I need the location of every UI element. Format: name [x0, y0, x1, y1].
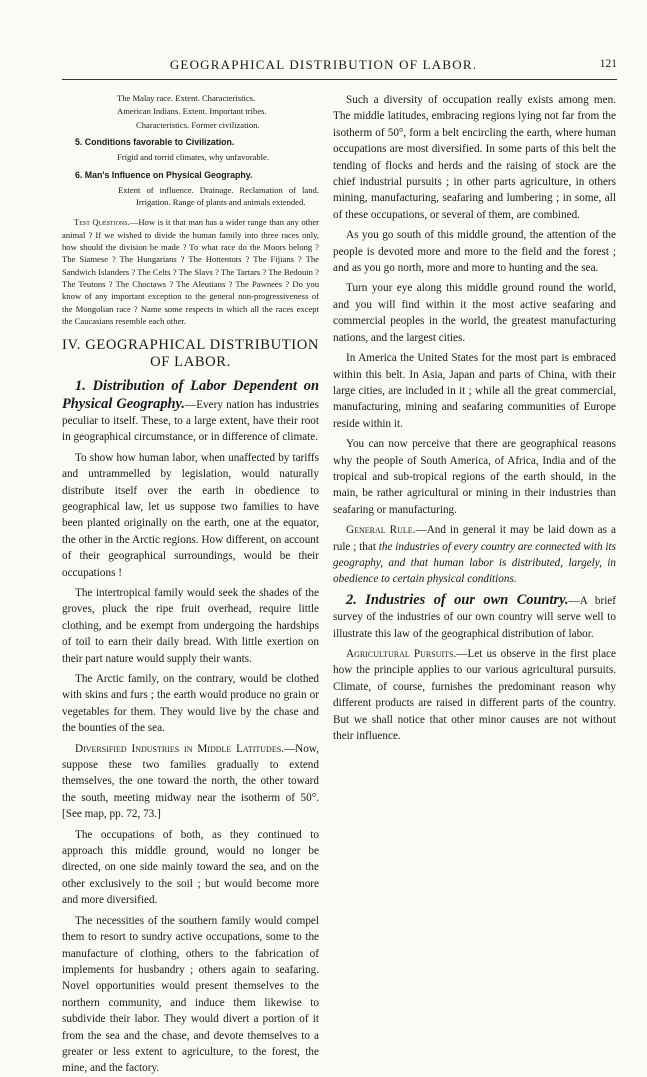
paragraph-text: —And in general it may be laid down as a rule ; that [333, 524, 616, 553]
paragraph-text: —Now, suppose these two families gradually to extend themselves, the one toward the north, the other toward the south, meeting midway near the isotherm of 50°. [See map, pp. 72, 73.] [62, 742, 319, 821]
paragraph: In America the United States for the most part is embraced within this belt. In Asia, Japan and parts of China, with their large cities, are included in it ; while all the great commercial, manufacturing, mining and seafaring communities of Europe reside within it. [333, 352, 616, 430]
paragraph-label: General Rule. [346, 524, 416, 537]
outline-section-title: 5. Conditions favorable to Civilization. [75, 137, 235, 148]
test-questions-label: Test Questions. [74, 217, 130, 228]
paragraph-text: —Let us observe in the first place how the principle applies to our various agricultural pursuits. Climate, of course, furnishes the predominant reason why different products are raised in different parts of the country. But we shall notice that other minor causes are not without their influence. [333, 648, 616, 743]
outline-line: The Malay race. Extent. Characteristics. [117, 93, 256, 103]
paragraph [333, 522, 616, 588]
header-rule [62, 79, 617, 80]
outline-line: American Indians. Extent. Important tribes. [117, 106, 267, 117]
paragraph: The occupations of both, as they continued to approach this middle ground, would no longer be directed, on one side mainly toward the sea, and on the other exclusively to the soil ; but would become more and more diversified. [62, 828, 319, 907]
running-title: GEOGRAPHICAL DISTRIBUTION OF LABOR. [169, 57, 478, 72]
paragraph-italic: the industries of every country are connected with its geography, and that human labor is distributed, largely, in obedience to certain physical conditions. [333, 540, 617, 586]
right-column [333, 92, 616, 748]
chapter-heading: IV. GEOGRAPHICAL DISTRIBUTION OF LABOR. [62, 337, 319, 371]
section-2-paragraph [333, 592, 616, 642]
section-1-text: —Every nation has industries peculiar to itself. These, to a large extent, have their root in geographical circumstance, or in difference of climate. [62, 398, 319, 444]
section-1-paragraph [62, 378, 319, 446]
test-questions [62, 216, 319, 327]
paragraph: As you go south of this middle ground, the attention of the people is devoted more and more to the field and the forest ; and as you go north, more and more to hunting and the sea. [333, 229, 616, 275]
paragraph: The intertropical family would seek the shades of the groves, pluck the ripe fruit overhead, require little clothing, and be exempt from undergoing the hardships of toil to earn their daily bread. With little exertion on their part nature would supply their wants. [62, 586, 319, 665]
outline-section-body: Frigid and torrid climates, why unfavorable. [117, 152, 270, 163]
paragraph: The Arctic family, on the contrary, would be clothed with skins and furs ; the earth would produce no grain or vegetables for them. They would live by the chase and the bounties of the sea. [62, 673, 319, 735]
paragraph-label: Agricultural Pursuits. [346, 648, 457, 660]
paragraph: To show how human labor, when unaffected by tariffs and untrammelled by legislation, would naturally distribute itself over the earth in obedience to geographical law, let us suppose two families to have been planted originally on the earth, one at the equator, the other in the Arctic regions. How different, on account of their geographical surroundings, would be their occupations ! [62, 451, 319, 579]
paragraph [333, 646, 616, 744]
paragraph [62, 741, 319, 823]
paragraph: You can now perceive that there are geographical reasons why the people of South America, of Africa, India and of the tropical and sub-tropical regions of the earth should, in the main, be rather agricultural or mining in their industries than seafaring or manufacturing. [333, 438, 616, 516]
outline-line: Characteristics. Former civilization. [136, 119, 260, 130]
page-number: 121 [599, 58, 617, 70]
outline-section-body: Extent of influence. Drainage. Reclamation of land. Irrigation. Range of plants and animals extended. [118, 184, 319, 208]
paragraph: Turn your eye along this middle ground round the world, and you will find within it the most active seafaring and commercial peoples in the world, the greatest manufacturing nations, and the largest cities. [333, 282, 616, 344]
test-questions-text: —How is it that man has a wider range than any other animal ? If we wished to divide the human family into three races only, how should the division be made ? To what race do the Moors belong ? The Siamese ? The Hungarians ? The Hottentots ? The Fijians ? The Sandwich Islanders ? The Celts ? The Slavs ? The Tartars ? The Bedouin ? The Teutons ? The Choctaws ? The Aleutians ? The Pawnees ? Do you know of any important exception to the general non-progressiveness of the Mongolian race ? Name some respects in which all the races except the Caucasians resemble each other. [62, 217, 319, 326]
outline-section-title: 6. Man's Influence on Physical Geography. [75, 169, 253, 180]
left-column [62, 92, 319, 1077]
paragraph-label: Diversified Industries in Middle Latitudes. [75, 742, 284, 755]
paragraph: Such a diversity of occupation really exists among men. The middle latitudes, embracing regions lying not far from the isotherm of 50°, form a belt encircling the earth, where human occupations are most diversified. In some parts of this belt the tending of flocks and herds and the raising of stock are the chief industrial pursuits ; in other parts agriculture, in others mining, manufacturing, seafaring and lumbering ; in some, all of these occupations, or several of them, are combined. [333, 94, 616, 221]
section-2-heading: 2. Industries of our own Country. [346, 591, 569, 608]
running-header [0, 57, 647, 73]
paragraph: The necessities of the southern family would compel them to resort to sundry active occupations, some to the manufacture of clothing, others to the fabrication of implements for husbandry ; others again to seafaring. Novel opportunities would present themselves to the northern community, and induce them likewise to subdivide their labor. They would divert a portion of it from the sea and the chase, and devote themselves to a greater or less extent to agriculture, to the forest, the mine, and the factory. [62, 914, 319, 1075]
section-2-text: —A brief survey of the industries of our own country will serve well to illustrate this law of the geographical distribution of labor. [333, 594, 616, 640]
section-1-heading: 1. Distribution of Labor Dependent on Physical Geography. [62, 378, 319, 412]
